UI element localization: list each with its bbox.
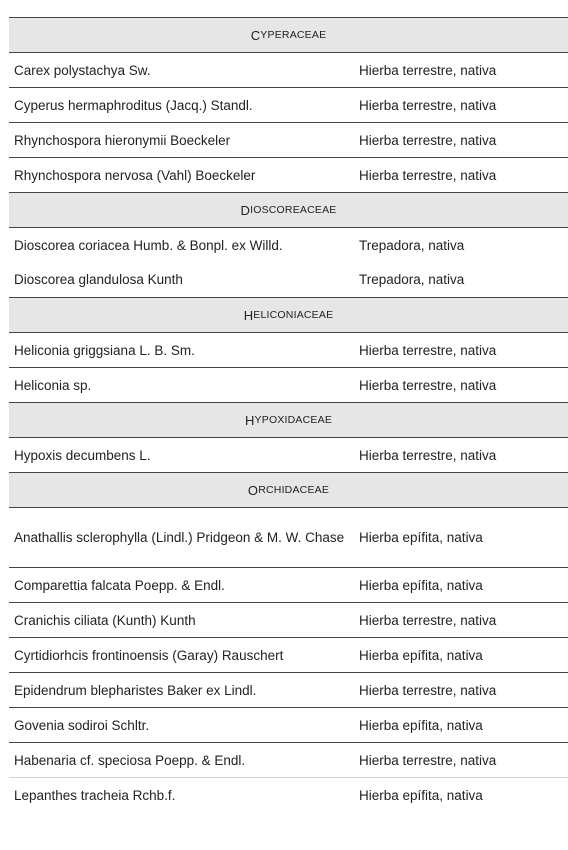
family-name-initial: D (240, 202, 251, 218)
family-name-rest: IOSCOREACEAE (250, 204, 337, 216)
species-habit: Trepadora, nativa (359, 272, 465, 287)
species-habit: Hierba terrestre, nativa (359, 97, 497, 113)
species-habit: Hierba terrestre, nativa (359, 62, 497, 78)
species-row (9, 227, 568, 262)
species-row (9, 672, 568, 707)
family-header-row (9, 402, 568, 437)
species-row (9, 637, 568, 672)
species-name: Rhynchospora nervosa (Vahl) Boeckeler (14, 167, 256, 183)
species-name: Epidendrum blepharistes Baker ex Lindl. (14, 682, 257, 698)
species-name: Rhynchospora hieronymii Boeckeler (14, 132, 231, 148)
species-row (9, 262, 568, 297)
family-name-rest: YPOXIDACEAE (254, 414, 333, 426)
family-name-initial: C (250, 27, 261, 43)
species-habit: Hierba epífita, nativa (359, 577, 483, 593)
species-row (9, 777, 568, 812)
species-row (9, 122, 568, 157)
species-row (9, 437, 568, 472)
family-name-rest: YPERACEAE (260, 29, 327, 41)
species-row (9, 707, 568, 742)
species-name: Govenia sodiroi Schltr. (14, 717, 150, 733)
species-name: Dioscorea coriacea Humb. & Bonpl. ex Willd. (14, 237, 283, 253)
species-table (9, 17, 568, 812)
species-name: Carex polystachya Sw. (14, 62, 151, 78)
family-header-row (9, 192, 568, 227)
species-habit: Hierba terrestre, nativa (359, 447, 497, 463)
family-name-rest: RCHIDACEAE (258, 484, 330, 496)
species-habit: Hierba epífita, nativa (359, 647, 483, 663)
species-habit: Hierba epífita, nativa (359, 717, 483, 733)
family-name-initial: O (247, 482, 259, 498)
species-name: Hypoxis decumbens L. (14, 447, 151, 463)
species-habit: Hierba terrestre, nativa (359, 132, 497, 148)
species-name: Cranichis ciliata (Kunth) Kunth (14, 612, 196, 628)
species-name: Comparettia falcata Poepp. & Endl. (14, 577, 225, 593)
species-habit: Hierba terrestre, nativa (359, 612, 497, 628)
species-name: Heliconia sp. (14, 377, 92, 393)
species-name: Lepanthes tracheia Rchb.f. (14, 787, 176, 803)
family-header-row (9, 472, 568, 507)
species-habit: Hierba epífita, nativa (359, 530, 483, 545)
species-row (9, 332, 568, 367)
species-row (9, 567, 568, 602)
species-name: Habenaria cf. speciosa Poepp. & Endl. (14, 752, 246, 768)
family-name-rest: ELICONIACEAE (253, 309, 334, 321)
species-row (9, 602, 568, 637)
family-name-initial: H (244, 412, 255, 428)
family-header-row (9, 17, 568, 52)
family-name-initial: H (243, 307, 254, 323)
species-habit: Hierba terrestre, nativa (359, 167, 497, 183)
species-name: Cyperus hermaphroditus (Jacq.) Standl. (14, 97, 253, 113)
species-name: Cyrtidiorhcis frontinoensis (Garay) Rauschert (14, 647, 284, 663)
species-row (9, 367, 568, 402)
species-row (9, 742, 568, 777)
species-row (9, 52, 568, 87)
species-habit: Hierba terrestre, nativa (359, 377, 497, 393)
species-habit: Hierba terrestre, nativa (359, 342, 497, 358)
species-habit: Hierba terrestre, nativa (359, 752, 497, 768)
species-row (9, 87, 568, 122)
species-name: Anathallis sclerophylla (Lindl.) Pridgeon & M. W. Chase (14, 530, 345, 545)
family-header-row (9, 297, 568, 332)
species-name: Dioscorea glandulosa Kunth (14, 272, 183, 287)
species-row (9, 507, 568, 567)
species-row (9, 157, 568, 192)
species-name: Heliconia griggsiana L. B. Sm. (14, 342, 195, 358)
species-habit: Hierba terrestre, nativa (359, 682, 497, 698)
species-habit: Hierba epífita, nativa (359, 787, 483, 803)
species-habit: Trepadora, nativa (359, 237, 465, 253)
